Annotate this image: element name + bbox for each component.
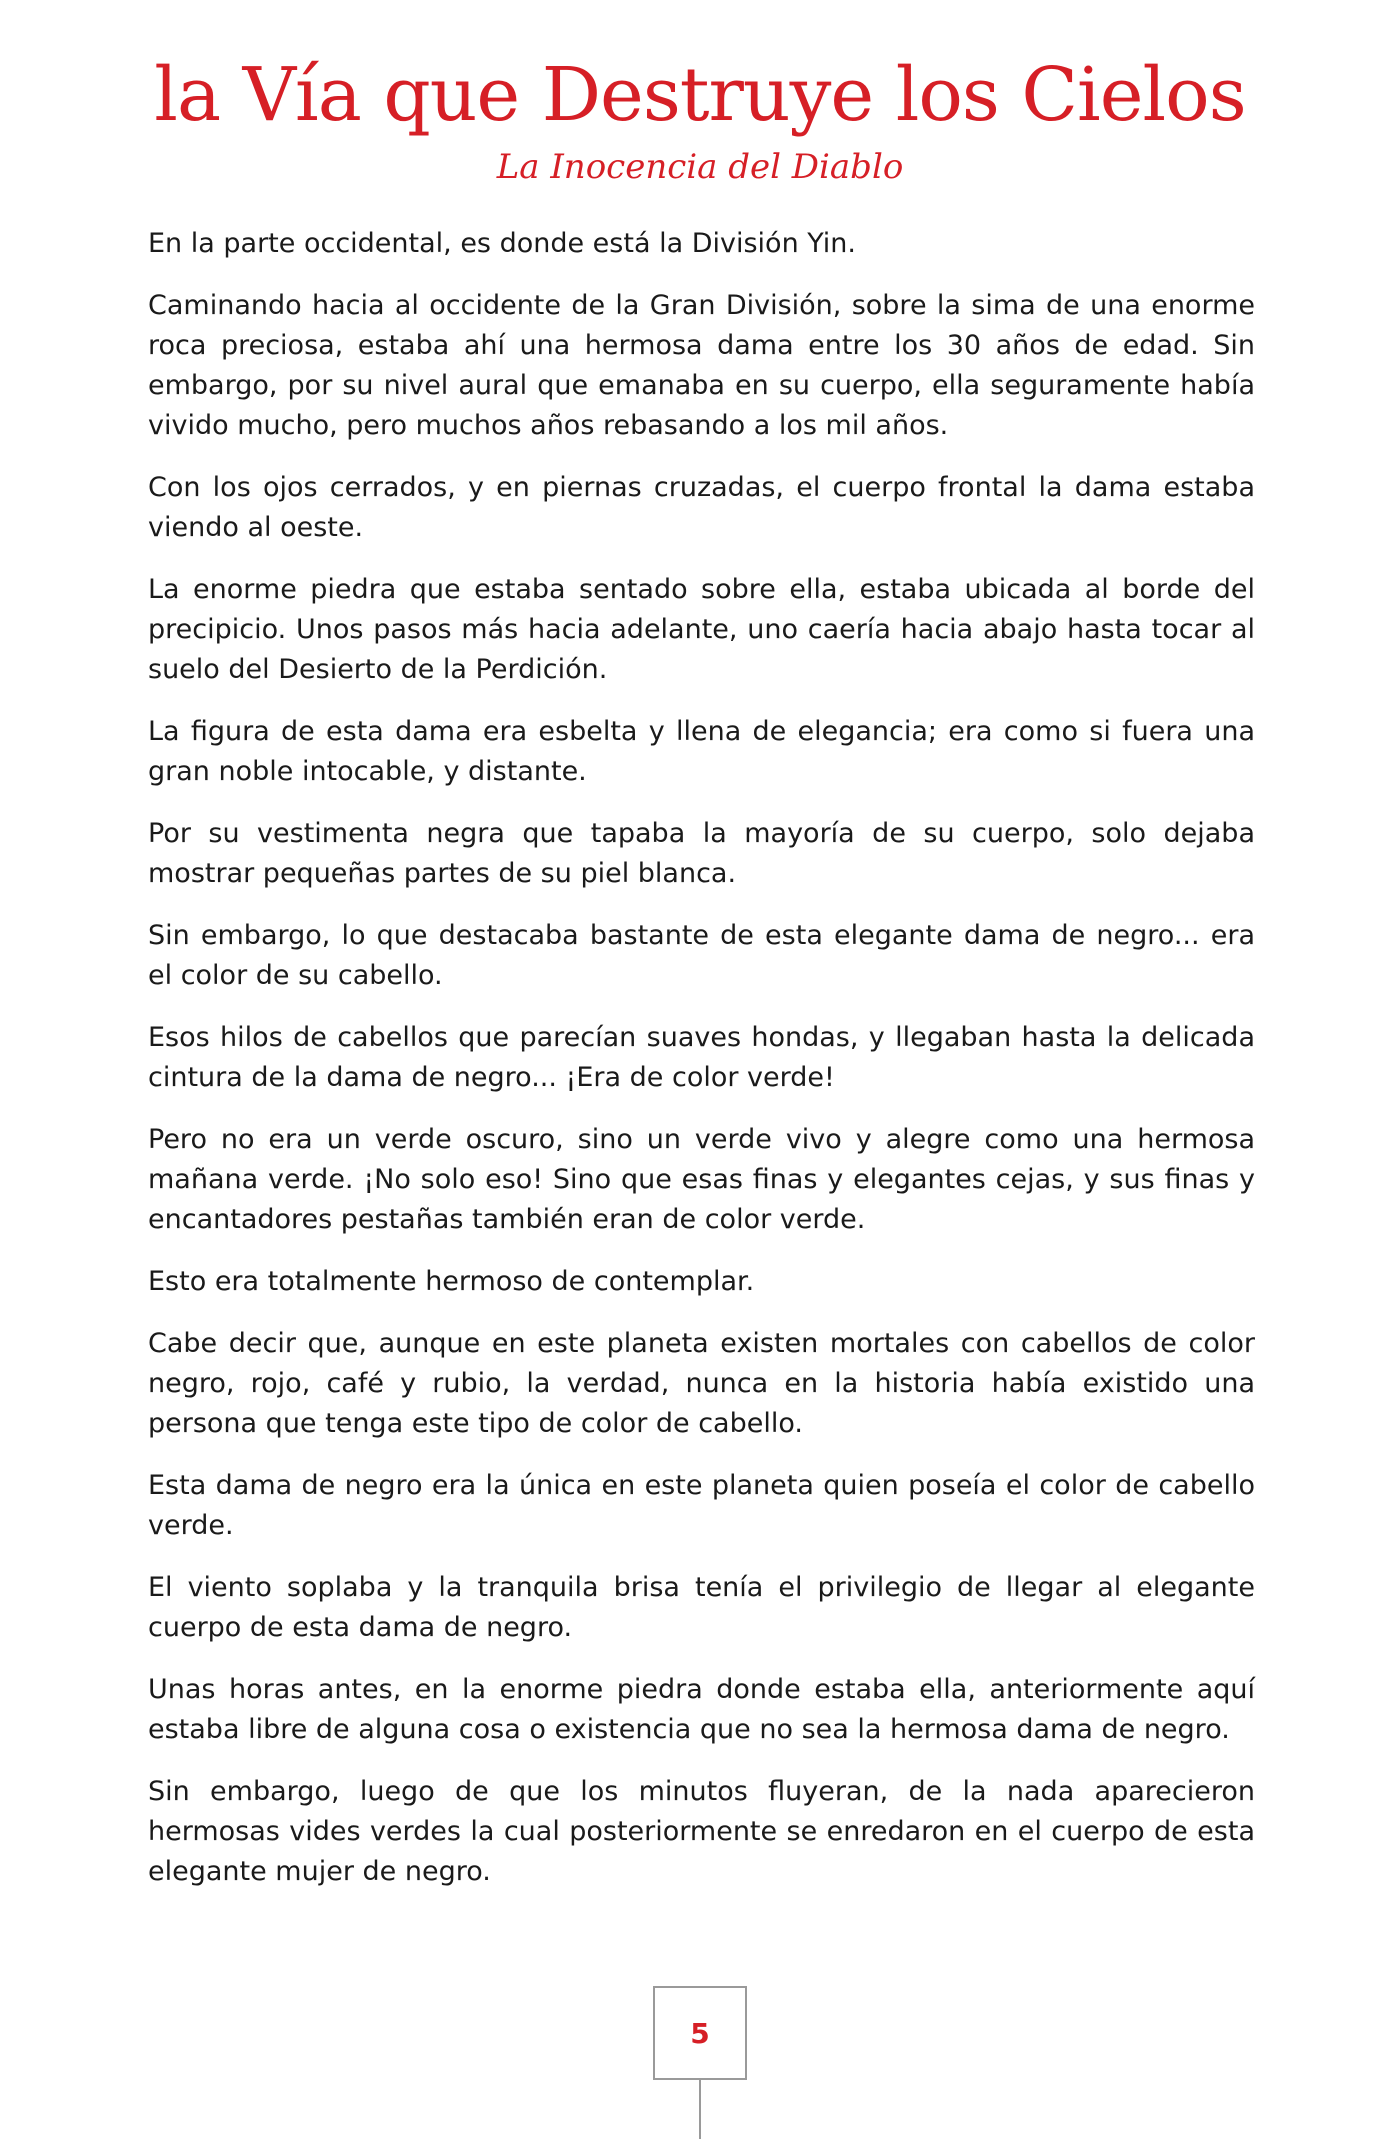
paragraph: Unas horas antes, en la enorme piedra donde estaba ella, anteriormente aquí estaba libre de alguna cosa o existencia que no sea la hermosa dama de negro. xyxy=(148,1674,1255,1745)
page-number-box xyxy=(653,1986,747,2080)
paragraph: Esto era totalmente hermoso de contemplar. xyxy=(148,1266,755,1297)
paragraph: Sin embargo, lo que destacaba bastante de esta elegante dama de negro... era el color de su cabello. xyxy=(148,920,1255,991)
book-subtitle: La Inocencia del Diablo xyxy=(496,147,904,187)
book-title: la Vía que Destruye los Cielos xyxy=(154,52,1246,138)
paragraph: La figura de esta dama era esbelta y llena de elegancia; era como si fuera una gran noble intocable, y distante. xyxy=(148,716,1255,787)
page-number: 5 xyxy=(690,2016,710,2050)
paragraph: La enorme piedra que estaba sentado sobre ella, estaba ubicada al borde del precipicio. Unos pasos más hacia adelante, uno caería hacia abajo hasta tocar al suelo del Desierto de la Perdición. xyxy=(148,574,1255,685)
paragraph: Sin embargo, luego de que los minutos fluyeran, de la nada aparecieron hermosas vides verdes la cual posteriormente se enredaron en el cuerpo de esta elegante mujer de negro. xyxy=(148,1776,1255,1887)
paragraph: Por su vestimenta negra que tapaba la mayoría de su cuerpo, solo dejaba mostrar pequeñas partes de su piel blanca. xyxy=(148,818,1255,889)
page-body xyxy=(148,224,1255,1914)
paragraph: Cabe decir que, aunque en este planeta existen mortales con cabellos de color negro, rojo, café y rubio, la verdad, nunca en la historia había existido una persona que tenga este tipo de color de cabello. xyxy=(148,1328,1255,1439)
paragraph: El viento soplaba y la tranquila brisa tenía el privilegio de llegar al elegante cuerpo de esta dama de negro. xyxy=(148,1572,1255,1643)
paragraph: En la parte occidental, es donde está la División Yin. xyxy=(148,228,856,259)
paragraph: Caminando hacia al occidente de la Gran División, sobre la sima de una enorme roca preciosa, estaba ahí una hermosa dama entre los 30 años de edad. Sin embargo, por su nivel aural que emanaba en su cuerpo, ella seguramente había vivido mucho, pero muchos años rebasando a los mil años. xyxy=(148,290,1255,441)
paragraph: Con los ojos cerrados, y en piernas cruzadas, el cuerpo frontal la dama estaba viendo al oeste. xyxy=(148,472,1255,543)
paragraph: Pero no era un verde oscuro, sino un verde vivo y alegre como una hermosa mañana verde. ¡No solo eso! Sino que esas finas y elegantes cejas, y sus finas y encantadores pestañas también eran de color verde. xyxy=(148,1124,1255,1235)
paragraph: Esta dama de negro era la única en este planeta quien poseía el color de cabello verde. xyxy=(148,1470,1255,1541)
page-number-connector-line xyxy=(699,2080,701,2139)
paragraph: Esos hilos de cabellos que parecían suaves hondas, y llegaban hasta la delicada cintura de la dama de negro... ¡Era de color verde! xyxy=(148,1022,1255,1093)
